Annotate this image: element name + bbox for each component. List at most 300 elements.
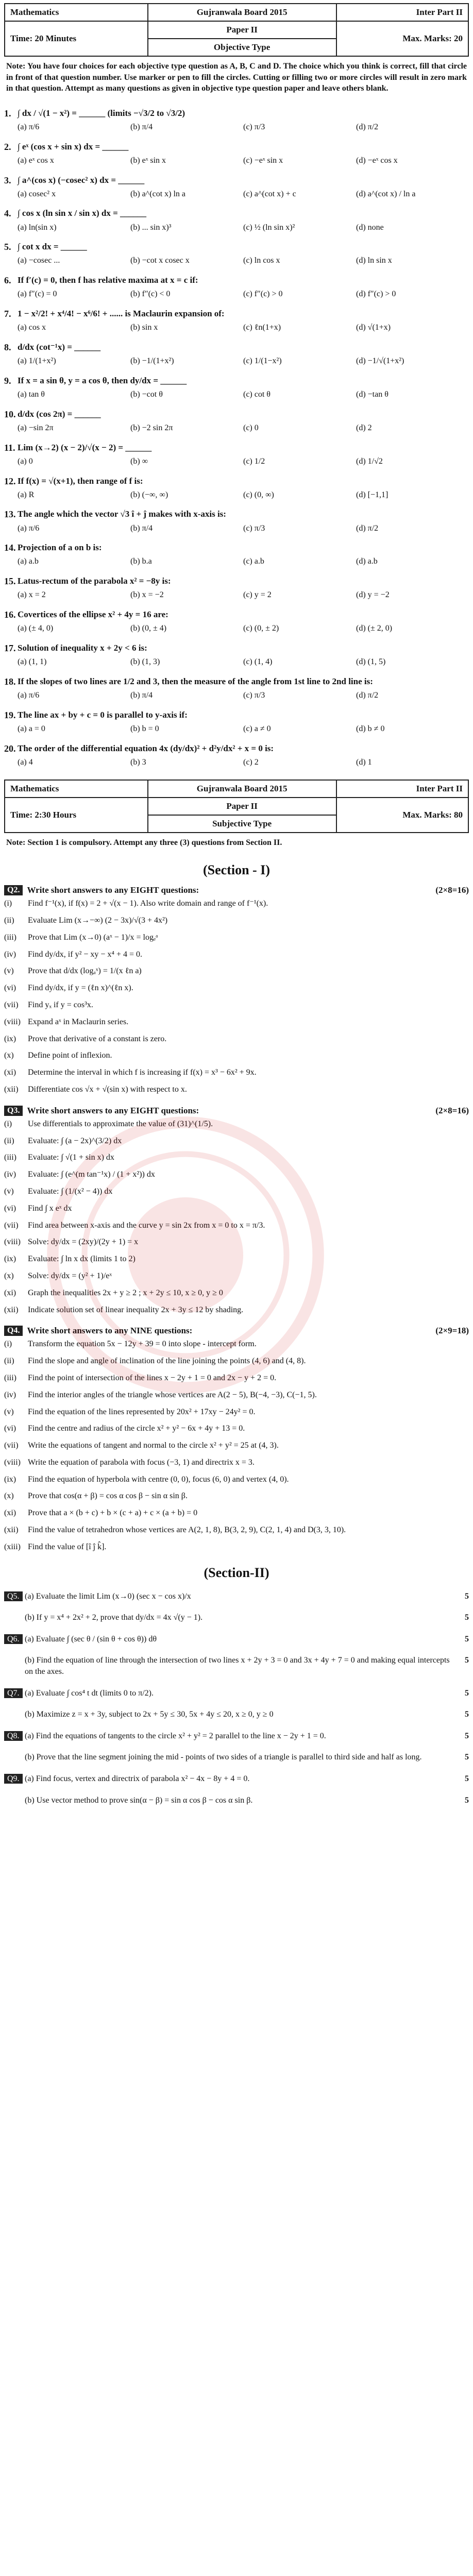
part-number: (iv) [4, 1390, 16, 1399]
board-cell: Gujranwala Board 2015 [148, 780, 336, 798]
mcq-option: (a) R [18, 490, 35, 499]
short-question-part [4, 1437, 469, 1454]
long-question-label [4, 1773, 25, 1785]
mcq-option: (b) b.a [130, 557, 152, 566]
mcq-option: (d) y = −2 [356, 590, 390, 600]
short-question-part [4, 1302, 469, 1319]
mcq-option: (b) a^(cot x) ln a [130, 189, 186, 198]
mcq-option: (c) (0, ± 2) [243, 624, 279, 633]
long-questions [4, 1586, 469, 1811]
question-label: Q7. [4, 1688, 23, 1698]
mcq-option: (d) ln sin x [356, 256, 392, 265]
long-question-label [4, 1731, 25, 1742]
mcq-option: (d) none [356, 223, 384, 232]
mcq-question [4, 207, 469, 220]
short-question-part [4, 912, 469, 929]
short-question-head [4, 1106, 469, 1116]
mcq-option: (a) 4 [18, 757, 33, 767]
long-question-label [4, 1752, 25, 1763]
mcq-option: (a) cos x [18, 323, 46, 332]
part-text: Indicate solution set of linear inequality 2x + 3y ≤ 12 by shading. [28, 1305, 244, 1314]
long-question [4, 1586, 469, 1607]
mcq-text: d/dx (cot⁻¹x) = ______ [18, 342, 101, 352]
mcq-text: 1 − x²/2! + x⁴/4! − x⁶/6! + ...... is Maclaurin expansion of: [18, 309, 225, 319]
mcq-options [4, 454, 469, 467]
mcq-option: (b) −1/(1+x²) [130, 357, 174, 366]
mcq-number: 17. [4, 643, 16, 654]
part-text: Evaluate Lim (x→−∞) (2 − 3x)/√(3 + 4x²) [28, 916, 168, 925]
mcq-text: Covertices of the ellipse x² + 4y = 16 are: [18, 609, 168, 620]
short-question-part [4, 1251, 469, 1268]
long-question-text [25, 1709, 459, 1720]
short-question-part [4, 1488, 469, 1505]
mcq-text: Projection of a on b is: [18, 543, 102, 553]
long-question [4, 1629, 469, 1650]
mcq-options [4, 655, 469, 668]
part-text: Write the equations of tangent and normal to the circle x² + y² = 25 at (4, 3). [28, 1441, 279, 1450]
mcq-question [4, 474, 469, 488]
mcq-option: (d) −eˣ cos x [356, 156, 398, 165]
mcq-option: (d) [−1,1] [356, 490, 388, 499]
long-question-body: Find focus, vertex and directrix of parabola x² − 4x − 8y + 4 = 0. [36, 1774, 250, 1784]
part-text: Evaluate: ∫ (1/(x² − 4)) dx [28, 1187, 113, 1196]
mcq-option: (b) x = −2 [130, 590, 164, 600]
part-text: Find yₓ if y = cos³x. [28, 1000, 93, 1009]
mcq-text: ∫ a^(cos x) (−cosec² x) dx = ______ [18, 175, 145, 185]
mcq-option: (b) −cot θ [130, 390, 163, 399]
short-question-part [4, 1370, 469, 1387]
paper-cell: Paper II [148, 798, 336, 815]
mcq-option: (a) cosec² x [18, 189, 56, 198]
part-number: (v) [4, 1187, 14, 1196]
short-question-part [4, 1064, 469, 1081]
long-question-part: (b) [25, 1613, 35, 1622]
mcq-text: If the slopes of two lines are 1/2 and 3, then the measure of the angle from 1st line to 2nd line is: [18, 676, 373, 686]
mcq-option: (c) π/3 [243, 122, 265, 131]
mcq-option: (c) (1, 4) [243, 657, 273, 667]
mcq-option: (c) a.b [243, 557, 264, 566]
part-number: (vii) [4, 1221, 19, 1230]
mcq-option: (d) b ≠ 0 [356, 724, 385, 733]
short-question-part [4, 1047, 469, 1064]
short-question-part [4, 1183, 469, 1200]
part-text: Evaluate: ∫ (a − 2x)^(3/2) dx [28, 1136, 122, 1145]
long-question-marks: 5 [465, 1710, 469, 1719]
part-number: (ii) [4, 916, 14, 925]
part-number: (viii) [4, 1458, 21, 1467]
objective-header [4, 3, 469, 57]
mcq-option: (b) π/4 [130, 523, 153, 533]
mcq-option: (b) (0, ± 4) [130, 624, 167, 633]
objective-note: Note: You have four choices for each objective type question as A, B, C and D. The choice which you think is correct, fill that circle in front of that question number. Use marker or pen to fill the circles. Cutting or filling two or more circles will result in zero mark in that question. Attempt as many questions as given in objective type question paper and leave others blank. [6, 62, 467, 93]
mcq-option: (d) −1/√(1+x²) [356, 357, 404, 366]
part-text: Prove that a × (b + c) + b × (c + a) + c × (a + b) = 0 [28, 1509, 198, 1518]
short-question-part [4, 997, 469, 1014]
short-question-part [4, 1014, 469, 1031]
part-text: Solve: dy/dx = (y² + 1)/eˣ [28, 1271, 112, 1280]
part-text: Find the slope and angle of inclination of the line joining the points (4, 6) and (4, 8). [28, 1357, 306, 1366]
long-question-part: (b) [25, 1656, 35, 1665]
long-question [4, 1725, 469, 1747]
part-number: (ix) [4, 1255, 16, 1264]
part-text: Evaluate: ∫ ln x dx (limits 1 to 2) [28, 1255, 136, 1264]
mcq-list [4, 107, 469, 768]
mcq-option: (c) cot θ [243, 390, 271, 399]
question-label: Q8. [4, 1731, 23, 1741]
question-marks: (2×8=16) [435, 1105, 469, 1115]
mcq-option: (c) 2 [243, 757, 259, 767]
part-text: Find the centre and radius of the circle x² + y² − 6x + 4y + 13 = 0. [28, 1424, 245, 1433]
long-question [4, 1607, 469, 1629]
mcq-number: 10. [4, 409, 16, 419]
mcq-option: (a) π/6 [18, 691, 40, 700]
part-text: Find dy/dx, if y² − xy − x⁴ + 4 = 0. [28, 950, 143, 959]
mcq-option: (a) (1, 1) [18, 657, 47, 667]
long-question-part: (a) [25, 1774, 34, 1784]
long-question-part: (b) [25, 1710, 35, 1719]
long-question-text [25, 1752, 459, 1763]
long-question-label [4, 1795, 25, 1806]
mcq-question [4, 140, 469, 154]
short-question-part [4, 1404, 469, 1421]
mcq-option: (b) −2 sin 2π [130, 423, 173, 432]
long-question-label [4, 1612, 25, 1623]
mcq-number: 8. [4, 342, 11, 353]
part-number: (ix) [4, 1034, 16, 1043]
part-text: Find the equation of the lines represented by 20x² + 17xy − 24y² = 0. [28, 1407, 256, 1416]
mcq-option: (c) −eˣ sin x [243, 156, 283, 165]
mcq-question [4, 608, 469, 621]
long-question-part: (a) [25, 1688, 34, 1698]
part-number: (ii) [4, 1357, 14, 1366]
long-question-marks: 5 [465, 1774, 469, 1784]
long-question-marks: 5 [465, 1634, 469, 1643]
question-label: Q2. [4, 885, 23, 895]
mcq-text: ∫ cot x dx = ______ [18, 242, 87, 252]
short-question-part [4, 946, 469, 963]
part-text: Write the equation of parabola with focus (−3, 1) and directrix x = 3. [28, 1458, 255, 1467]
part-text: Transform the equation 5x − 12y + 39 = 0 into slope - intercept form. [28, 1340, 257, 1349]
mcq-option: (a) x = 2 [18, 590, 46, 600]
part-text: Determine the interval in which f is increasing if f(x) = x³ − 6x² + 9x. [28, 1068, 257, 1077]
long-question-part: (a) [25, 1591, 34, 1601]
question-instruction: Write short answers to any EIGHT questions: [27, 1105, 199, 1115]
short-question-part [4, 1116, 469, 1133]
mcq-option: (a) π/6 [18, 523, 40, 533]
short-question-part [4, 929, 469, 946]
part-number: (xii) [4, 1526, 19, 1535]
short-question-part [4, 1149, 469, 1166]
mcq-options [4, 621, 469, 634]
short-question-part [4, 1234, 469, 1251]
part-number: (ix) [4, 1475, 16, 1484]
short-question-part [4, 1353, 469, 1370]
long-question-label [4, 1709, 25, 1720]
mcq-options [4, 521, 469, 534]
question-instruction: Write short answers to any NINE questions: [27, 1326, 193, 1336]
part-text: Evaluate: ∫ (e^(m tan⁻¹x) / (1 + x²)) dx [28, 1170, 155, 1179]
mcq-option: (d) −tan θ [356, 390, 388, 399]
mcq-option: (d) a.b [356, 557, 378, 566]
part-number: (xi) [4, 1068, 16, 1077]
part-text: Solve: dy/dx = (2xy)/(2y + 1) = x [28, 1238, 139, 1247]
long-question-body: Find the equation of line through the intersection of two lines x + 2y + 3 = 0 and 3x + 4y + 7 = 0 and making equal intercepts on the axes. [25, 1656, 450, 1676]
mcq-number: 6. [4, 275, 11, 286]
short-question-part [4, 1217, 469, 1234]
part-number: (i) [4, 1340, 12, 1349]
part-text: Prove that cos(α + β) = cos α cos β − sin α sin β. [28, 1492, 188, 1501]
class-cell: Inter Part II [336, 780, 469, 798]
mcq-question [4, 107, 469, 120]
part-text: Find f⁻¹(x), if f(x) = 2 + √(x − 1). Also write domain and range of f⁻¹(x). [28, 899, 268, 908]
mcq-option: (d) (1, 5) [356, 657, 386, 667]
part-number: (ii) [4, 1136, 14, 1145]
mcq-option: (b) ... sin x)³ [130, 223, 172, 232]
mcq-option: (a) −sin 2π [18, 423, 54, 432]
mcq-text: If f′(c) = 0, then f has relative maxima at x = c if: [18, 275, 198, 285]
part-text: Graph the inequalities 2x + y ≥ 2 ; x + 2y ≤ 10, x ≥ 0, y ≥ 0 [28, 1288, 223, 1297]
mcq-option: (b) f″(c) < 0 [130, 290, 171, 299]
long-question-part: (b) [25, 1795, 35, 1805]
long-question-text [25, 1612, 459, 1623]
mcq-options [4, 354, 469, 367]
mcq-option: (c) 0 [243, 423, 259, 432]
long-question-body: Evaluate the limit Lim (x→0) (sec x − cos x)/x [36, 1591, 191, 1601]
mcq-option: (c) f″(c) > 0 [243, 290, 283, 299]
long-question [4, 1704, 469, 1725]
long-question [4, 1790, 469, 1811]
long-question-label [4, 1655, 25, 1677]
short-question-part [4, 963, 469, 980]
mcq-option: (d) 1/√2 [356, 456, 383, 466]
long-question-label [4, 1688, 25, 1699]
long-question-text [25, 1634, 459, 1645]
mcq-text: The line ax + by + c = 0 is parallel to y-axis if: [18, 709, 188, 720]
long-question-text [25, 1655, 459, 1677]
long-question-marks: 5 [465, 1613, 469, 1622]
time-cell: Time: 2:30 Hours [5, 798, 148, 833]
short-question-head [4, 1326, 469, 1336]
part-number: (iv) [4, 1170, 16, 1179]
short-question-part [4, 1081, 469, 1098]
mcq-option: (c) y = 2 [243, 590, 272, 600]
short-question-part [4, 1133, 469, 1150]
mcq-options [4, 688, 469, 701]
part-text: Find the interior angles of the triangle whose vertices are A(2 − 5), B(−4, −3), C(−1, 5). [28, 1390, 317, 1399]
short-question-part [4, 1522, 469, 1539]
mcq-text: Lim (x→2) (x − 2)/√(x − 2) = ______ [18, 442, 152, 452]
type-cell: Subjective Type [148, 815, 336, 833]
mcq-option: (c) ln cos x [243, 256, 280, 265]
short-question-part [4, 1166, 469, 1183]
paper-page [0, 3, 473, 1811]
mcq-question [4, 742, 469, 755]
mcq-option: (a) 1/(1+x²) [18, 357, 56, 366]
short-question-part [4, 1200, 469, 1217]
mcq-option: (b) π/4 [130, 122, 153, 131]
section-2-title: (Section-II) [204, 1565, 269, 1580]
long-question-body: Maximize z = x + 3y, subject to 2x + 5y ≤ 30, 5x + 4y ≤ 20, x ≥ 0, y ≥ 0 [36, 1710, 274, 1719]
mcq-option: (b) b = 0 [130, 724, 159, 733]
mcq-text: The angle which the vector √3 î + ĵ makes with x-axis is: [18, 509, 226, 519]
long-question-body: Use vector method to prove sin(α − β) = sin α cos β − cos α sin β. [36, 1795, 253, 1805]
short-question-part [4, 1471, 469, 1488]
part-number: (i) [4, 1119, 12, 1128]
part-number: (viii) [4, 1238, 21, 1247]
mcq-options [4, 287, 469, 300]
mcq-option: (d) (± 2, 0) [356, 624, 393, 633]
marks-cell: Max. Marks: 80 [336, 798, 469, 833]
part-number: (vi) [4, 1204, 16, 1213]
mcq-option: (d) √(1+x) [356, 323, 391, 332]
part-text: Use differentials to approximate the value of (31)^(1/5). [28, 1119, 213, 1128]
mcq-question [4, 341, 469, 354]
mcq-text: Solution of inequality x + 2y < 6 is: [18, 643, 147, 653]
part-text: Find the value of [î ĵ k̂]. [28, 1542, 107, 1551]
part-text: Find area between x-axis and the curve y = sin 2x from x = 0 to x = π/3. [28, 1221, 265, 1230]
part-number: (i) [4, 899, 12, 908]
mcq-option: (c) π/3 [243, 523, 265, 533]
mcq-option: (d) π/2 [356, 122, 379, 131]
part-text: Find the equation of hyperbola with centre (0, 0), focus (6, 0) and vertex (4, 0). [28, 1475, 289, 1484]
part-number: (iii) [4, 1373, 16, 1382]
mcq-number: 12. [4, 476, 16, 486]
mcq-option: (a) eˣ cos x [18, 156, 54, 165]
mcq-text: ∫ dx / √(1 − x²) = ______ (limits −√3/2 to √3/2) [18, 108, 185, 118]
question-marks: (2×9=18) [435, 1326, 469, 1336]
part-text: Find ∫ x eˣ dx [28, 1204, 72, 1213]
mcq-question [4, 307, 469, 320]
mcq-options [4, 253, 469, 266]
question-label: Q5. [4, 1591, 23, 1601]
mcq-option: (d) 1 [356, 757, 372, 767]
mcq-option: (a) π/6 [18, 122, 40, 131]
mcq-number: 20. [4, 743, 16, 754]
long-question-body: Evaluate ∫ cos⁴ t dt (limits 0 to π/2). [36, 1688, 154, 1698]
question-label: Q4. [4, 1326, 23, 1336]
part-text: Prove that d/dx (logₐˣ) = 1/(x ℓn a) [28, 967, 142, 976]
part-text: Find dy/dx, if y = (ℓn x)^(ℓn x). [28, 984, 133, 993]
mcq-options [4, 554, 469, 567]
question-instruction: Write short answers to any EIGHT questions: [27, 885, 199, 895]
long-question-body: Evaluate ∫ (sec θ / (sin θ + cos θ)) dθ [36, 1634, 157, 1643]
mcq-number: 16. [4, 609, 16, 620]
mcq-options [4, 755, 469, 768]
part-number: (vi) [4, 1424, 16, 1433]
mcq-options [4, 187, 469, 200]
part-number: (x) [4, 1051, 14, 1060]
long-question-part: (a) [25, 1634, 34, 1643]
part-number: (iv) [4, 950, 16, 959]
mcq-option: (b) ∞ [130, 456, 148, 466]
mcq-question [4, 441, 469, 454]
question-label: Q6. [4, 1634, 23, 1644]
mcq-options [4, 320, 469, 333]
mcq-question [4, 574, 469, 588]
mcq-option: (a) (± 4, 0) [18, 624, 54, 633]
mcq-option: (c) ℓn(1+x) [243, 323, 281, 332]
marks-cell: Max. Marks: 20 [336, 21, 469, 56]
mcq-question [4, 408, 469, 421]
mcq-option: (b) (1, 3) [130, 657, 160, 667]
part-text: Differentiate cos √x + √(sin x) with respect to x. [28, 1084, 187, 1094]
long-question-marks: 5 [465, 1731, 469, 1740]
long-question [4, 1768, 469, 1790]
mcq-option: (c) a ≠ 0 [243, 724, 271, 733]
mcq-question [4, 374, 469, 387]
mcq-text: ∫ eˣ (cos x + sin x) dx = ______ [18, 141, 129, 151]
part-number: (xi) [4, 1509, 16, 1518]
mcq-question [4, 174, 469, 187]
mcq-option: (a) −cosec ... [18, 256, 60, 265]
mcq-option: (b) eˣ sin x [130, 156, 166, 165]
mcq-option: (a) tan θ [18, 390, 45, 399]
mcq-number: 1. [4, 108, 11, 118]
mcq-option: (b) sin x [130, 323, 158, 332]
short-question-part [4, 1539, 469, 1556]
mcq-option: (c) 1/2 [243, 456, 265, 466]
long-question-body: If y = x⁴ + 2x² + 2, prove that dy/dx = 4x √(y − 1). [36, 1613, 203, 1622]
mcq-text: ∫ cos x (ln sin x / sin x) dx = ______ [18, 208, 147, 218]
mcq-option: (b) 3 [130, 757, 146, 767]
question-marks: (2×8=16) [435, 885, 469, 895]
mcq-option: (b) (−∞, ∞) [130, 490, 168, 499]
mcq-option: (a) a = 0 [18, 724, 45, 733]
mcq-option: (a) ln(sin x) [18, 223, 57, 232]
part-text: Expand aˣ in Maclaurin series. [28, 1017, 129, 1026]
short-question-part [4, 1387, 469, 1404]
mcq-question [4, 240, 469, 253]
part-number: (v) [4, 967, 14, 976]
mcq-option: (d) a^(cot x) / ln a [356, 189, 416, 198]
mcq-number: 3. [4, 175, 11, 185]
mcq-options [4, 221, 469, 233]
mcq-number: 18. [4, 676, 16, 687]
long-question-marks: 5 [465, 1795, 469, 1805]
long-question-body: Prove that the line segment joining the mid - points of two sides of a triangle is parallel to third side and half as long. [36, 1753, 422, 1762]
short-question-part [4, 980, 469, 997]
short-questions [4, 885, 469, 1555]
part-number: (vi) [4, 984, 16, 993]
mcq-option: (a) f″(c) = 0 [18, 290, 57, 299]
part-text: Find the value of tetrahedron whose vertices are A(2, 1, 8), B(3, 2, 9), C(2, 1, 4) and D(3, 3, 10). [28, 1526, 346, 1535]
mcq-number: 11. [4, 442, 15, 453]
long-question [4, 1683, 469, 1704]
mcq-number: 4. [4, 208, 11, 219]
mcq-text: Latus-rectum of the parabola x² = −8y is: [18, 576, 171, 586]
short-question-part [4, 1336, 469, 1353]
mcq-option: (c) π/3 [243, 691, 265, 700]
mcq-option: (a) a.b [18, 557, 39, 566]
long-question-text [25, 1688, 459, 1699]
mcq-options [4, 421, 469, 434]
subject-cell: Mathematics [5, 780, 148, 798]
question-label: Q3. [4, 1106, 23, 1116]
long-question-marks: 5 [465, 1688, 469, 1698]
part-number: (xii) [4, 1305, 19, 1314]
mcq-options [4, 722, 469, 735]
short-question-part [4, 1454, 469, 1471]
long-question-part: (b) [25, 1753, 35, 1762]
class-cell: Inter Part II [336, 4, 469, 21]
mcq-option: (d) π/2 [356, 523, 379, 533]
short-question-part [4, 895, 469, 912]
mcq-text: d/dx (cos 2π) = ______ [18, 409, 101, 419]
mcq-option: (d) 2 [356, 423, 372, 432]
mcq-number: 15. [4, 576, 16, 587]
mcq-options [4, 488, 469, 501]
long-question-body: Find the equations of tangents to the circle x² + y² = 2 parallel to the line x − 2y + 1 = 0. [36, 1731, 326, 1740]
